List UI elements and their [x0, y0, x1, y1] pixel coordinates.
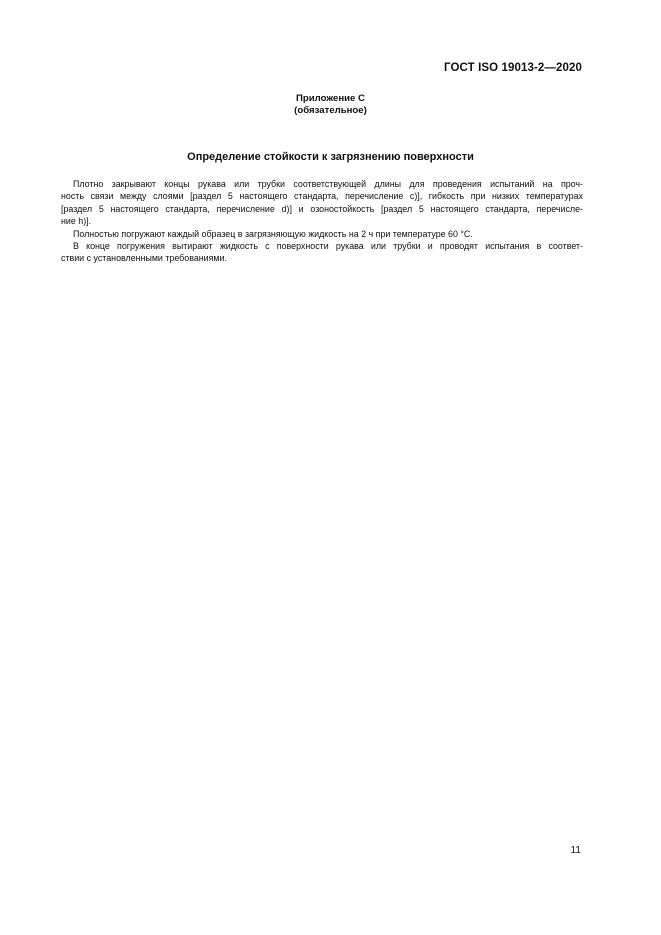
- text-line: ние h)].: [61, 216, 92, 227]
- annex-status: (обязательное): [294, 104, 367, 116]
- document-code: ГОСТ ISO 19013-2—2020: [444, 62, 582, 74]
- text-line: Плотно закрывают концы рукава или трубки соответствующей длины для проведения испытаний на проч-: [73, 179, 583, 189]
- section-title: Определение стойкости к загрязнению поверхности: [187, 151, 474, 163]
- text-line: ность связи между слоями [раздел 5 настоящего стандарта, перечисление c)], гибкость при низких температурах: [61, 191, 583, 202]
- annex-heading: [0, 93, 661, 116]
- paragraph-sealing: [61, 178, 583, 228]
- paragraph-testing: [61, 240, 583, 265]
- annex-title: Приложение С: [296, 93, 365, 104]
- text-line: [раздел 5 настоящего стандарта, перечисление d)] и озоностойкость [раздел 5 настоящего стандарта, перечисле-: [61, 203, 583, 214]
- page-number: 11: [570, 845, 581, 856]
- paragraph-immersion: [61, 228, 583, 240]
- text-line: ствии с установленными требованиями.: [61, 253, 227, 264]
- body-text: [61, 178, 583, 265]
- text-line: В конце погружения вытирают жидкость с поверхности рукава или трубки и проводят испытания в соответ-: [73, 241, 583, 252]
- text-line: Полностью погружают каждый образец в загрязняющую жидкость на 2 ч при температуре 60 °С.: [73, 228, 473, 239]
